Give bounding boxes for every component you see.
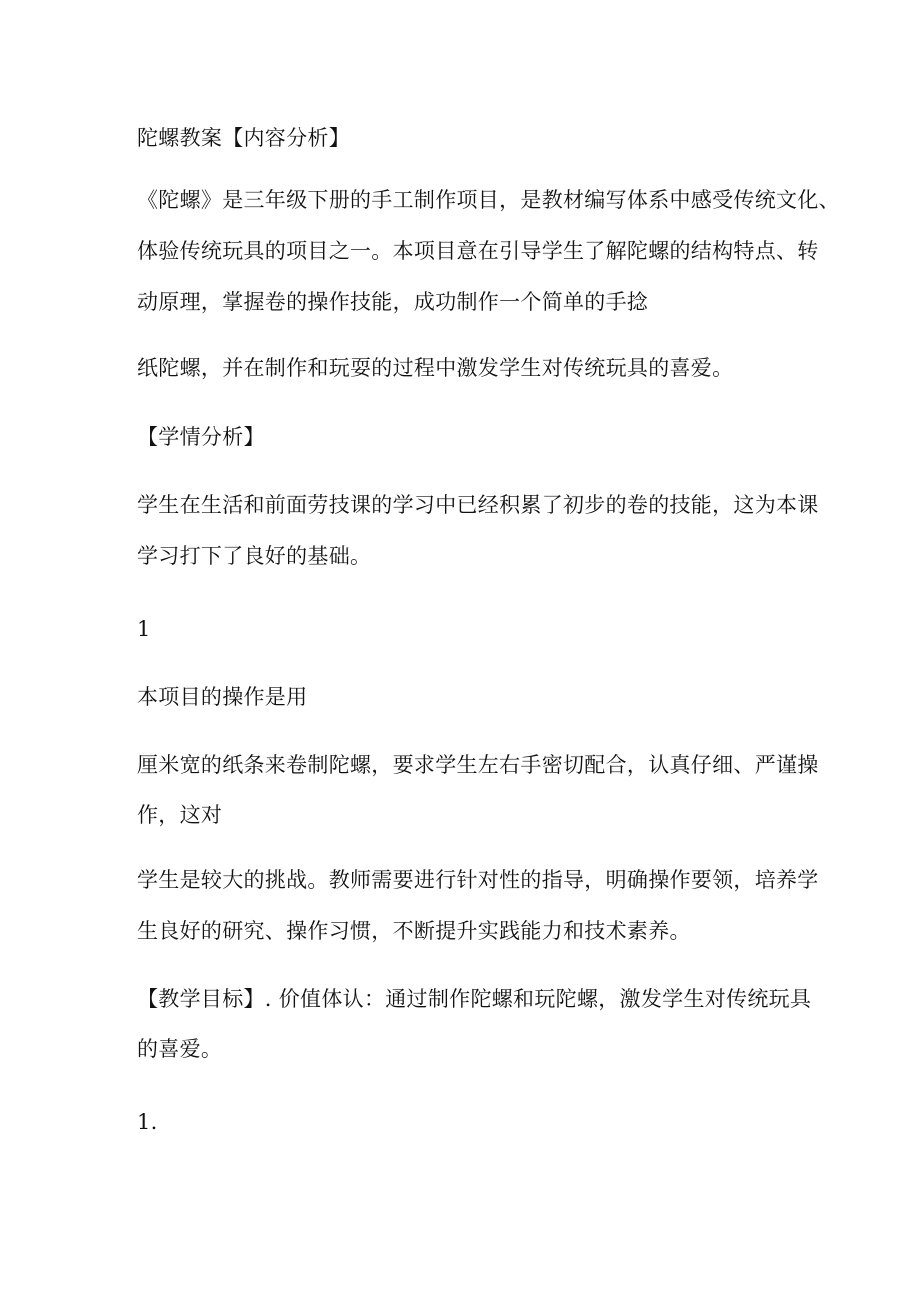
paragraph-line: 作，这对	[137, 803, 223, 827]
paragraph-line: 学生在生活和前面劳技课的学习中已经积累了初步的卷的技能，这为本课	[137, 493, 819, 517]
paragraph-line: 生良好的研究、操作习惯，不断提升实践能力和技术素养。	[137, 919, 691, 943]
section-heading: 【学情分析】	[137, 425, 265, 449]
paragraph-line: 《陀螺》是三年级下册的手工制作项目，是教材编写体系中感受传统文化、	[137, 188, 840, 212]
paragraph-line: 纸陀螺，并在制作和玩耍的过程中激发学生对传统玩具的喜爱。	[137, 356, 734, 380]
document-title: 陀螺教案【内容分析】	[137, 126, 350, 150]
page-number: 1	[137, 617, 151, 641]
paragraph-line: 动原理，掌握卷的操作技能，成功制作一个简单的手捻	[137, 290, 649, 314]
paragraph-line: 的喜爱。	[137, 1037, 223, 1061]
paragraph-line: 厘米宽的纸条来卷制陀螺，要求学生左右手密切配合，认真仔细、严谨操	[137, 753, 819, 777]
paragraph-line: 学习打下了良好的基础。	[137, 544, 372, 568]
paragraph-line: 体验传统玩具的项目之一。本项目意在引导学生了解陀螺的结构特点、转	[137, 239, 819, 263]
paragraph-line: 本项目的操作是用	[137, 685, 308, 709]
paragraph-line: 学生是较大的挑战。教师需要进行针对性的指导，明确操作要领，培养学	[137, 868, 819, 892]
section-heading-objectives: 【教学目标】. 价值体认：通过制作陀螺和玩陀螺，激发学生对传统玩具	[137, 987, 812, 1011]
list-number: 1.	[137, 1110, 158, 1134]
